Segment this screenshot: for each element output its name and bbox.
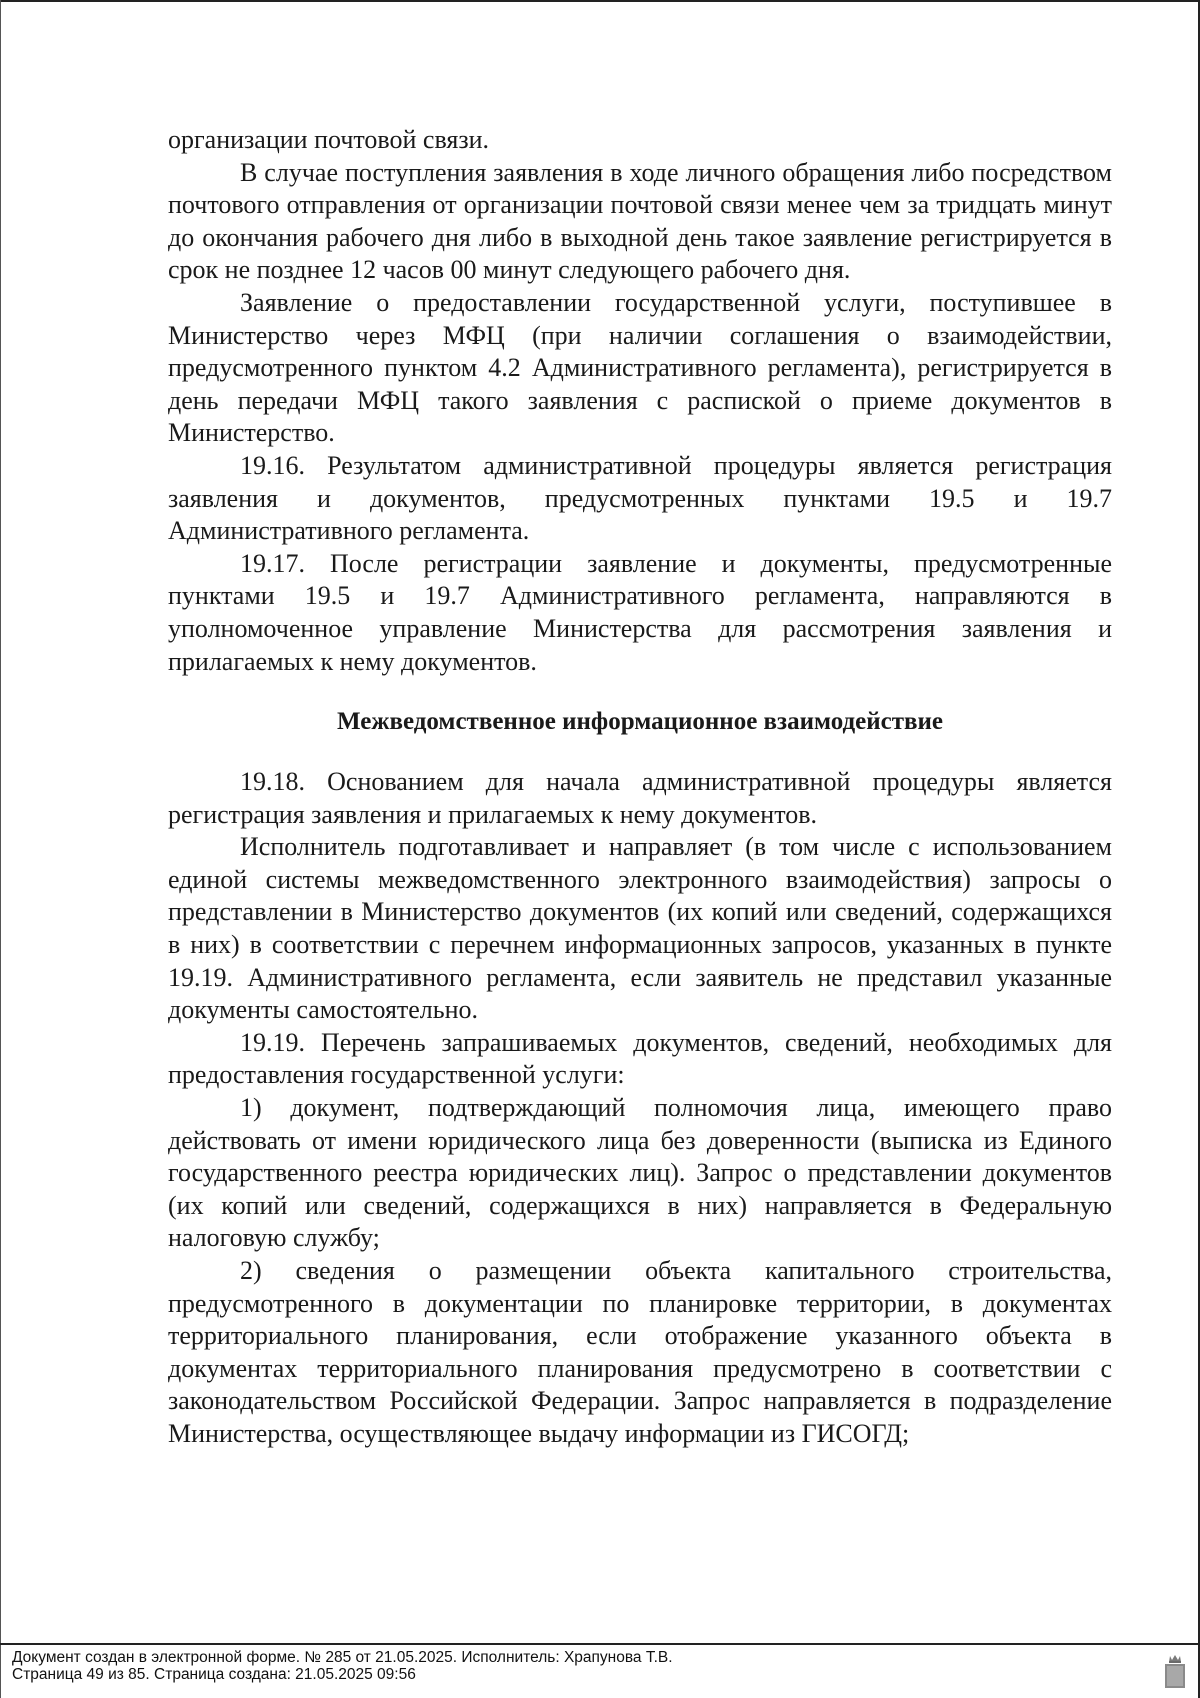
paragraph: В случае поступления заявления в ходе личного обращения либо посредством почтового отправления от организации почтовой связи менее чем за тридцать минут до окончания рабочего дня либо в выходной день такое заявление регистрируется в срок не позднее 12 часов 00 минут следующего рабочего дня. <box>168 157 1112 285</box>
paragraphs-top <box>168 124 1112 678</box>
paragraph: 19.19. Перечень запрашиваемых документов, сведений, необходимых для предоставления государственной услуги: <box>168 1027 1112 1090</box>
page-border-top <box>0 0 1200 2</box>
paragraph: 1) документ, подтверждающий полномочия лица, имеющего право действовать от имени юридического лица без доверенности (выписка из Единого государственного реестра юридических лиц). Запрос о представлении документов (их копий или сведений, содержащихся в них) направляется в Федеральную налоговую службу; <box>168 1093 1112 1253</box>
paragraph: 19.17. После регистрации заявление и документы, предусмотренные пунктами 19.5 и 19.7 Административного регламента, направляются в уполномоченное управление Министерства для рассмотрения заявления и прилагаемых к нему документов. <box>168 548 1112 676</box>
coat-of-arms-icon <box>1164 1652 1186 1690</box>
paragraph: Исполнитель подготавливает и направляет (в том числе с использованием единой системы межведомственного электронного взаимодействия) запросы о представлении в Министерство документов (их копий или сведений, содержащихся в них) в соответствии с перечнем информационных запросов, указанных в пункте 19.19. Административного регламента, если заявитель не представил указанные документы самостоятельно. <box>168 832 1112 1025</box>
section-heading: Межведомственное информационное взаимодействие <box>337 708 943 736</box>
paragraph: организации почтовой связи. <box>168 125 490 154</box>
document-footer <box>12 1649 673 1683</box>
paragraph: 19.16. Результатом административной процедуры является регистрация заявления и документов, предусмотренных пунктами 19.5 и 19.7 Административного регламента. <box>168 450 1112 546</box>
paragraph: 2) сведения о размещении объекта капитального строительства, предусмотренного в документации по планировке территории, в документах территориального планирования, если отображение указанного объекта в документах территориального планирования предусмотрено в соответствии с законодательством Российской Федерации. Запрос направляется в подразделение Министерства, осуществляющее выдачу информации из ГИСОГД; <box>168 1256 1112 1448</box>
paragraph: 19.18. Основанием для начала административной процедуры является регистрация заявления и прилагаемых к нему документов. <box>168 767 1112 829</box>
footer-divider <box>0 1643 1200 1645</box>
page-border-left <box>0 0 1 1698</box>
footer-line-2: Страница 49 из 85. Страница создана: 21.05.2025 09:56 <box>12 1666 416 1683</box>
footer-line-1: Документ создан в электронной форме. № 285 от 21.05.2025. Исполнитель: Храпунова Т.В. <box>12 1649 673 1666</box>
paragraphs-bottom <box>168 766 1112 1450</box>
document-body <box>168 124 1112 1451</box>
paragraph: Заявление о предоставлении государственной услуги, поступившее в Министерство через МФЦ (при наличии соглашения о взаимодействии, предусмотренного пунктом 4.2 Административного регламента), регистрируется в день передачи МФЦ такого заявления с распиской о приеме документов в Министерство. <box>168 287 1112 448</box>
